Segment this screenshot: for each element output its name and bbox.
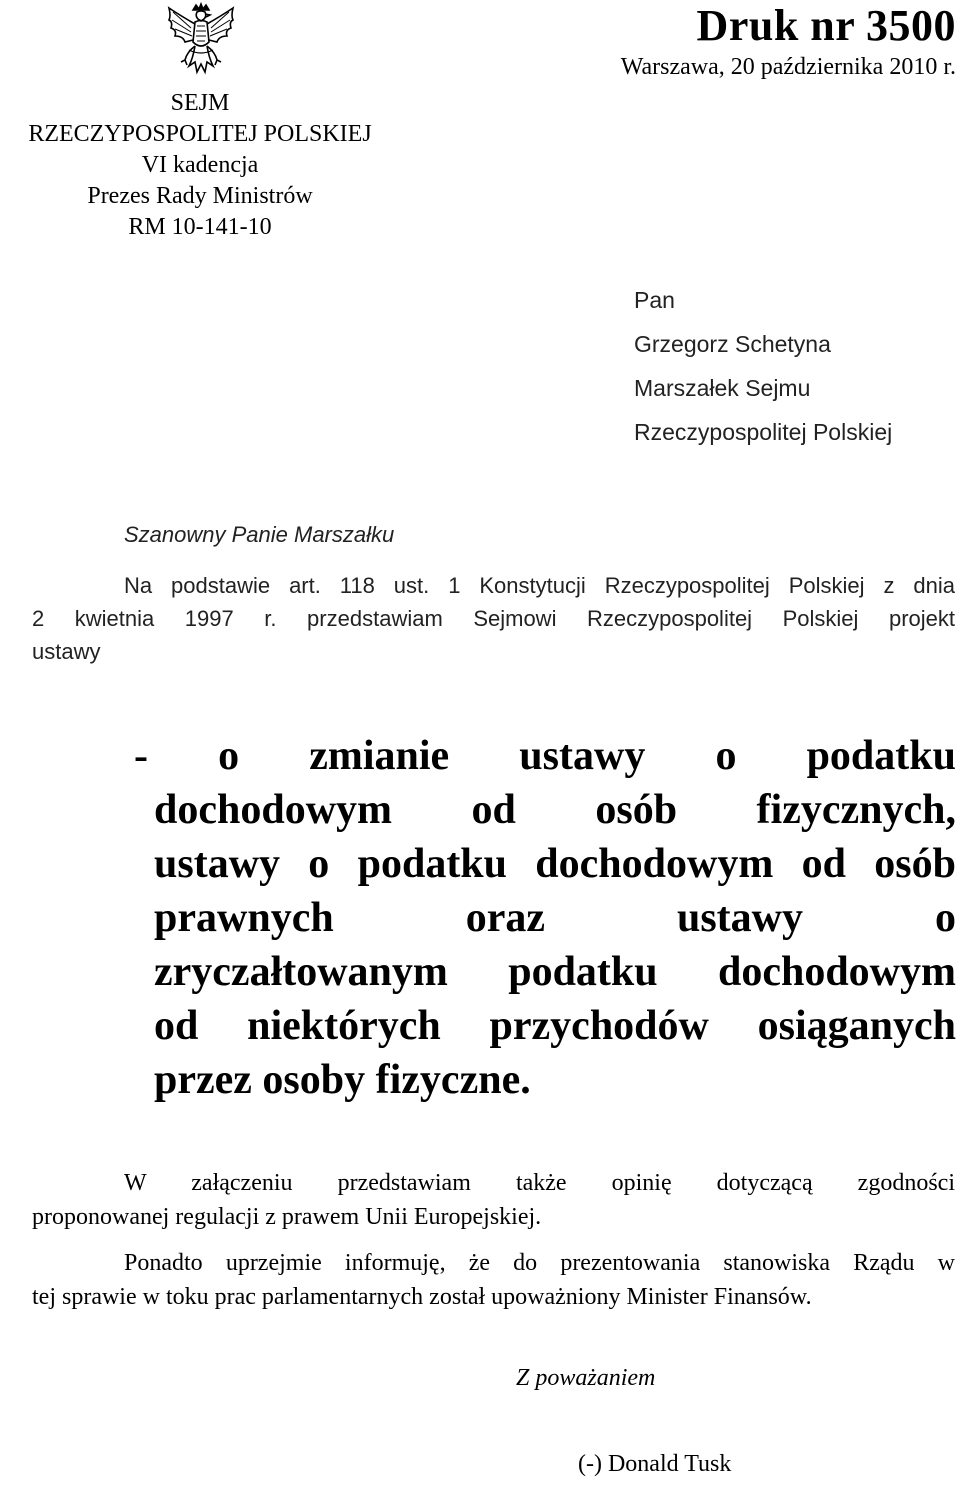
bill-title-line: ustawy o podatku dochodowym od osób (154, 841, 956, 887)
signature: (-) Donald Tusk (578, 1451, 732, 1477)
addressee-line: Pan (634, 287, 675, 313)
bill-title (134, 729, 956, 1107)
closing-phrase: Z poważaniem (516, 1365, 656, 1391)
bill-title-line: prawnych oraz ustawy o (154, 895, 956, 941)
institution-line-reference: RM 10-141-10 (128, 214, 272, 240)
white-eagle-emblem-icon (163, 2, 239, 82)
minister-paragraph (32, 1246, 955, 1314)
bill-title-line: dochodowym od osób fizycznych, (154, 787, 956, 833)
bill-title-line: - o zmianie ustawy o podatku (134, 733, 956, 779)
institution-line-term: VI kadencja (141, 152, 259, 178)
minister-line: Ponadto uprzejmie informuję, że do prezentowania stanowiska Rządu w (124, 1250, 955, 1276)
date-line: Warszawa, 20 października 2010 r. (620, 54, 956, 80)
institution-header (0, 88, 400, 243)
intro-line: 2 kwietnia 1997 r. przedstawiam Sejmowi Rzeczypospolitej Polskiej projekt (32, 606, 955, 631)
minister-line: tej sprawie w toku prac parlamentarnych został upoważniony Minister Finansów. (32, 1284, 812, 1310)
addressee-line: Grzegorz Schetyna (634, 331, 831, 357)
institution-line-republic: RZECZYPOSPOLITEJ POLSKIEJ (28, 121, 372, 147)
institution-line-sejm: SEJM (170, 90, 230, 116)
bill-title-line: przez osoby fizyczne. (154, 1057, 531, 1103)
intro-paragraph (32, 569, 955, 668)
intro-line: Na podstawie art. 118 ust. 1 Konstytucji Rzeczypospolitej Polskiej z dnia (124, 573, 955, 598)
institution-line-prime-minister: Prezes Rady Ministrów (87, 183, 313, 209)
attachment-line: proponowanej regulacji z prawem Unii Europejskiej. (32, 1204, 542, 1230)
addressee-line: Marszałek Sejmu (634, 375, 811, 401)
intro-line: ustawy (32, 639, 101, 664)
salutation: Szanowny Panie Marszałku (124, 522, 395, 547)
print-number: Druk nr 3500 (696, 1, 956, 50)
attachment-paragraph (32, 1166, 955, 1234)
addressee-block (634, 278, 892, 454)
bill-title-line: od niektórych przychodów osiąganych (154, 1003, 956, 1049)
attachment-line: W załączeniu przedstawiam także opinię dotyczącą zgodności (124, 1170, 955, 1196)
bill-title-line: zryczałtowanym podatku dochodowym (154, 949, 956, 995)
addressee-line: Rzeczypospolitej Polskiej (634, 419, 893, 445)
